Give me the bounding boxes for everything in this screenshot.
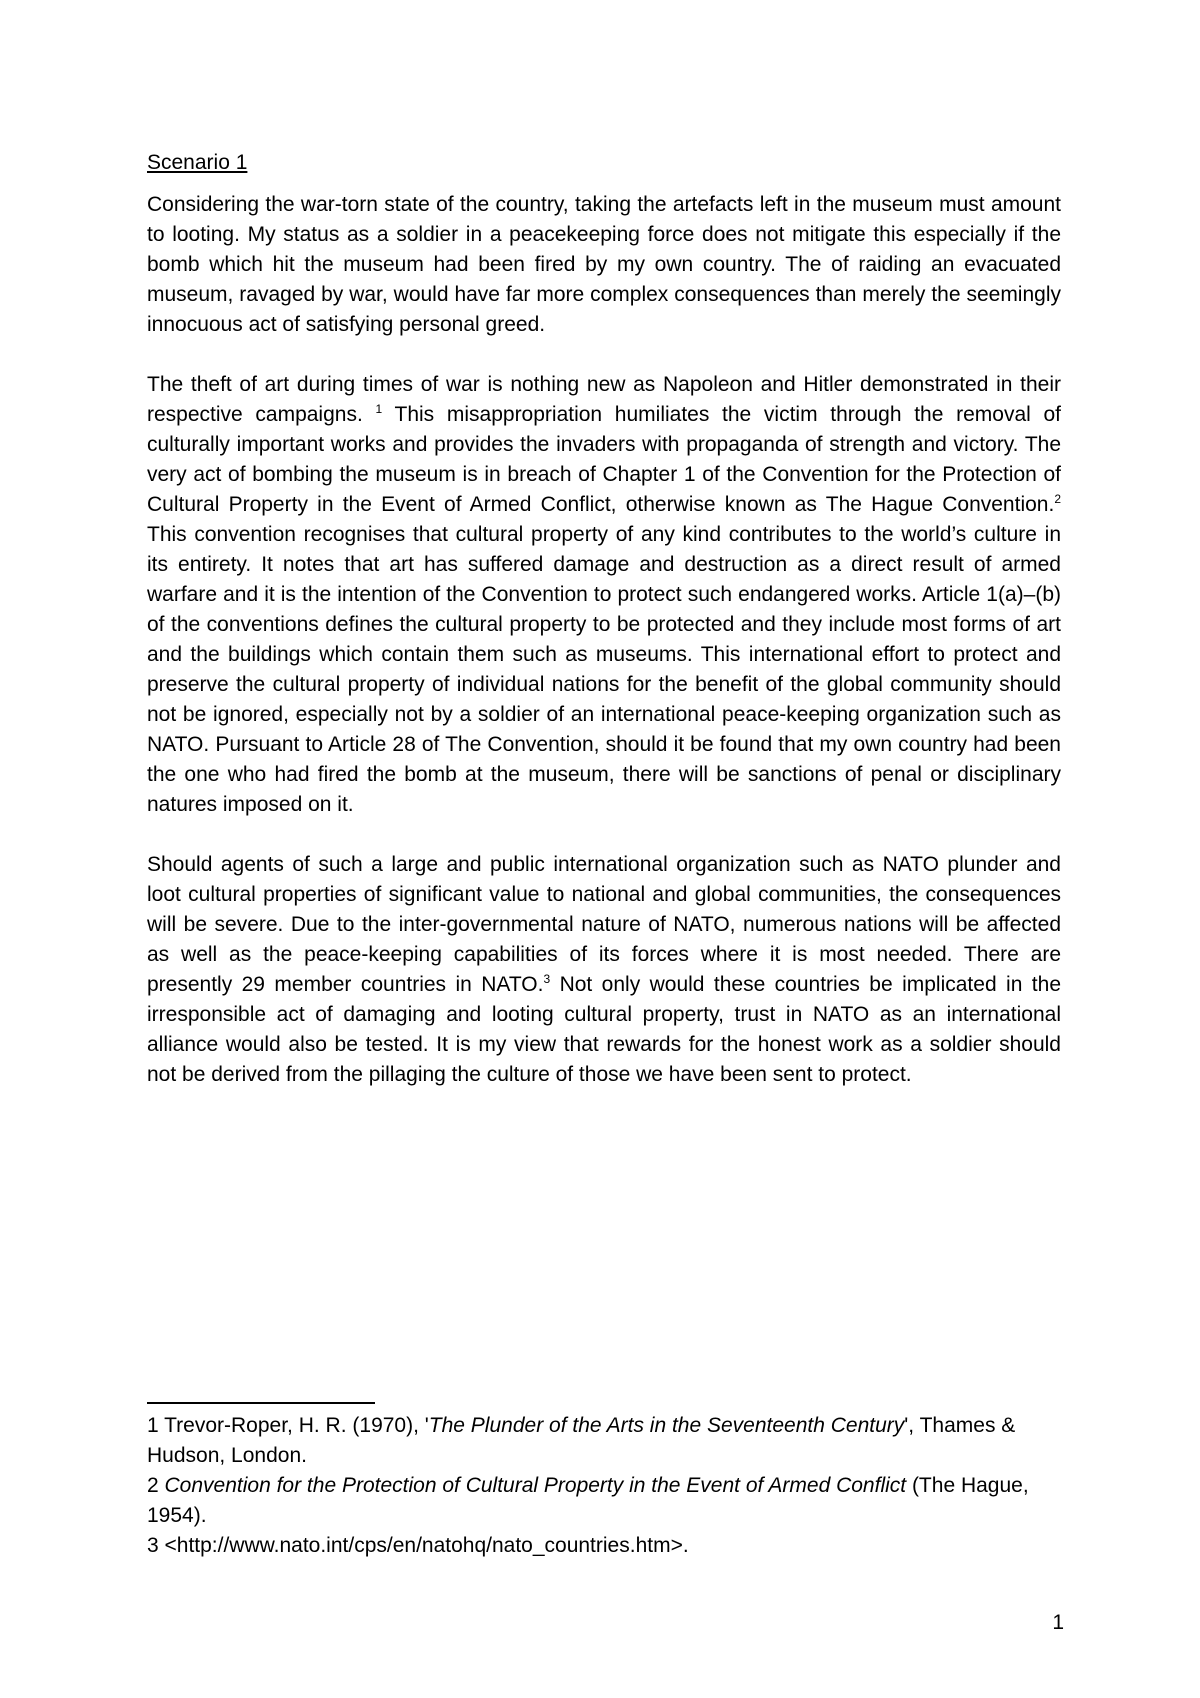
paragraph-2 <box>147 370 1061 820</box>
paragraph-3-part-b: Not only would these countries be implicated in the irresponsible act of damaging and looting cultural property, trust in NATO as an international alliance would also be tested. It is my view that rewards for the honest work as a soldier should not be derived from the pillaging the culture of those we have been sent to protect. <box>147 973 1062 1086</box>
footnote-3: 3 <http://www.nato.int/cps/en/natohq/nato_countries.htm>. <box>147 1534 689 1557</box>
footnote-2-pre: 2 <box>147 1474 165 1497</box>
paragraph-3-part-a: Should agents of such a large and public international organization such as NATO plunder and loot cultural properties of significant value to national and global communities, the consequences will be severe. Due to the inter-governmental nature of NATO, numerous nations will be affected as well as the peace-keeping capabilities of its forces where it is most needed. There are presently 29 member countries in NATO. <box>147 853 1061 996</box>
footnote-ref-2[interactable]: 2 <box>1054 492 1061 506</box>
paragraph-2-part-c: This convention recognises that cultural property of any kind contributes to the world’s culture in its entirety. It notes that art has suffered damage and destruction as a direct result of armed warfare and it is the intention of the Convention to protect such endangered works. Article 1(a)–(b) of the conventions defines the cultural property to be protected and they include most forms of art and the buildings which contain them such as museums. This international effort to protect and preserve the cultural property of individual nations for the benefit of the global community should not be ignored, especially not by a soldier of an international peace-keeping organization such as NATO. Pursuant to Article 28 of The Convention, should it be found that my own country had been the one who had fired the bomb at the museum, there will be sanctions of penal or disciplinary natures imposed on it. <box>147 523 1061 816</box>
paragraph-1: Considering the war-torn state of the country, taking the artefacts left in the museum must amount to looting. My status as a soldier in a peacekeeping force does not mitigate this especially if the bomb which hit the museum had been fired by my own country. The of raiding an evacuated museum, ravaged by war, would have far more complex consequences than merely the seemingly innocuous act of satisfying personal greed. <box>147 193 1061 336</box>
body-content <box>147 148 1061 1120</box>
scenario-title: Scenario 1 <box>147 151 248 174</box>
footnote-separator <box>147 1402 375 1404</box>
footnote-1-post: ', Thames & Hudson, London. <box>147 1414 1016 1467</box>
footnote-2-title: Convention for the Protection of Cultural Property in the Event of Armed Conflict <box>164 1474 907 1497</box>
footnote-1-pre: 1 Trevor-Roper, H. R. (1970), ' <box>147 1414 429 1437</box>
footnotes <box>147 1411 1061 1561</box>
footnote-2 <box>147 1471 1061 1531</box>
paragraph-3 <box>147 850 1061 1090</box>
footnote-1-title: The Plunder of the Arts in the Seventeenth Century <box>428 1414 905 1437</box>
paragraph-2-part-b: This misappropriation humiliates the victim through the removal of culturally important works and provides the invaders with propaganda of strength and victory. The very act of bombing the museum is in breach of Chapter 1 of the Convention for the Protection of Cultural Property in the Event of Armed Conflict, otherwise known as The Hague Convention. <box>147 403 1061 516</box>
footnote-ref-1[interactable]: 1 <box>375 402 383 416</box>
footnote-2-post: (The Hague, 1954). <box>147 1474 1029 1527</box>
footnote-1 <box>147 1411 1061 1471</box>
page-number: 1 <box>1052 1611 1064 1634</box>
footnote-ref-3[interactable]: 3 <box>543 972 551 986</box>
paragraph-2-part-a: The theft of art during times of war is nothing new as Napoleon and Hitler demonstrated in their respective campaigns. <box>147 373 1061 426</box>
